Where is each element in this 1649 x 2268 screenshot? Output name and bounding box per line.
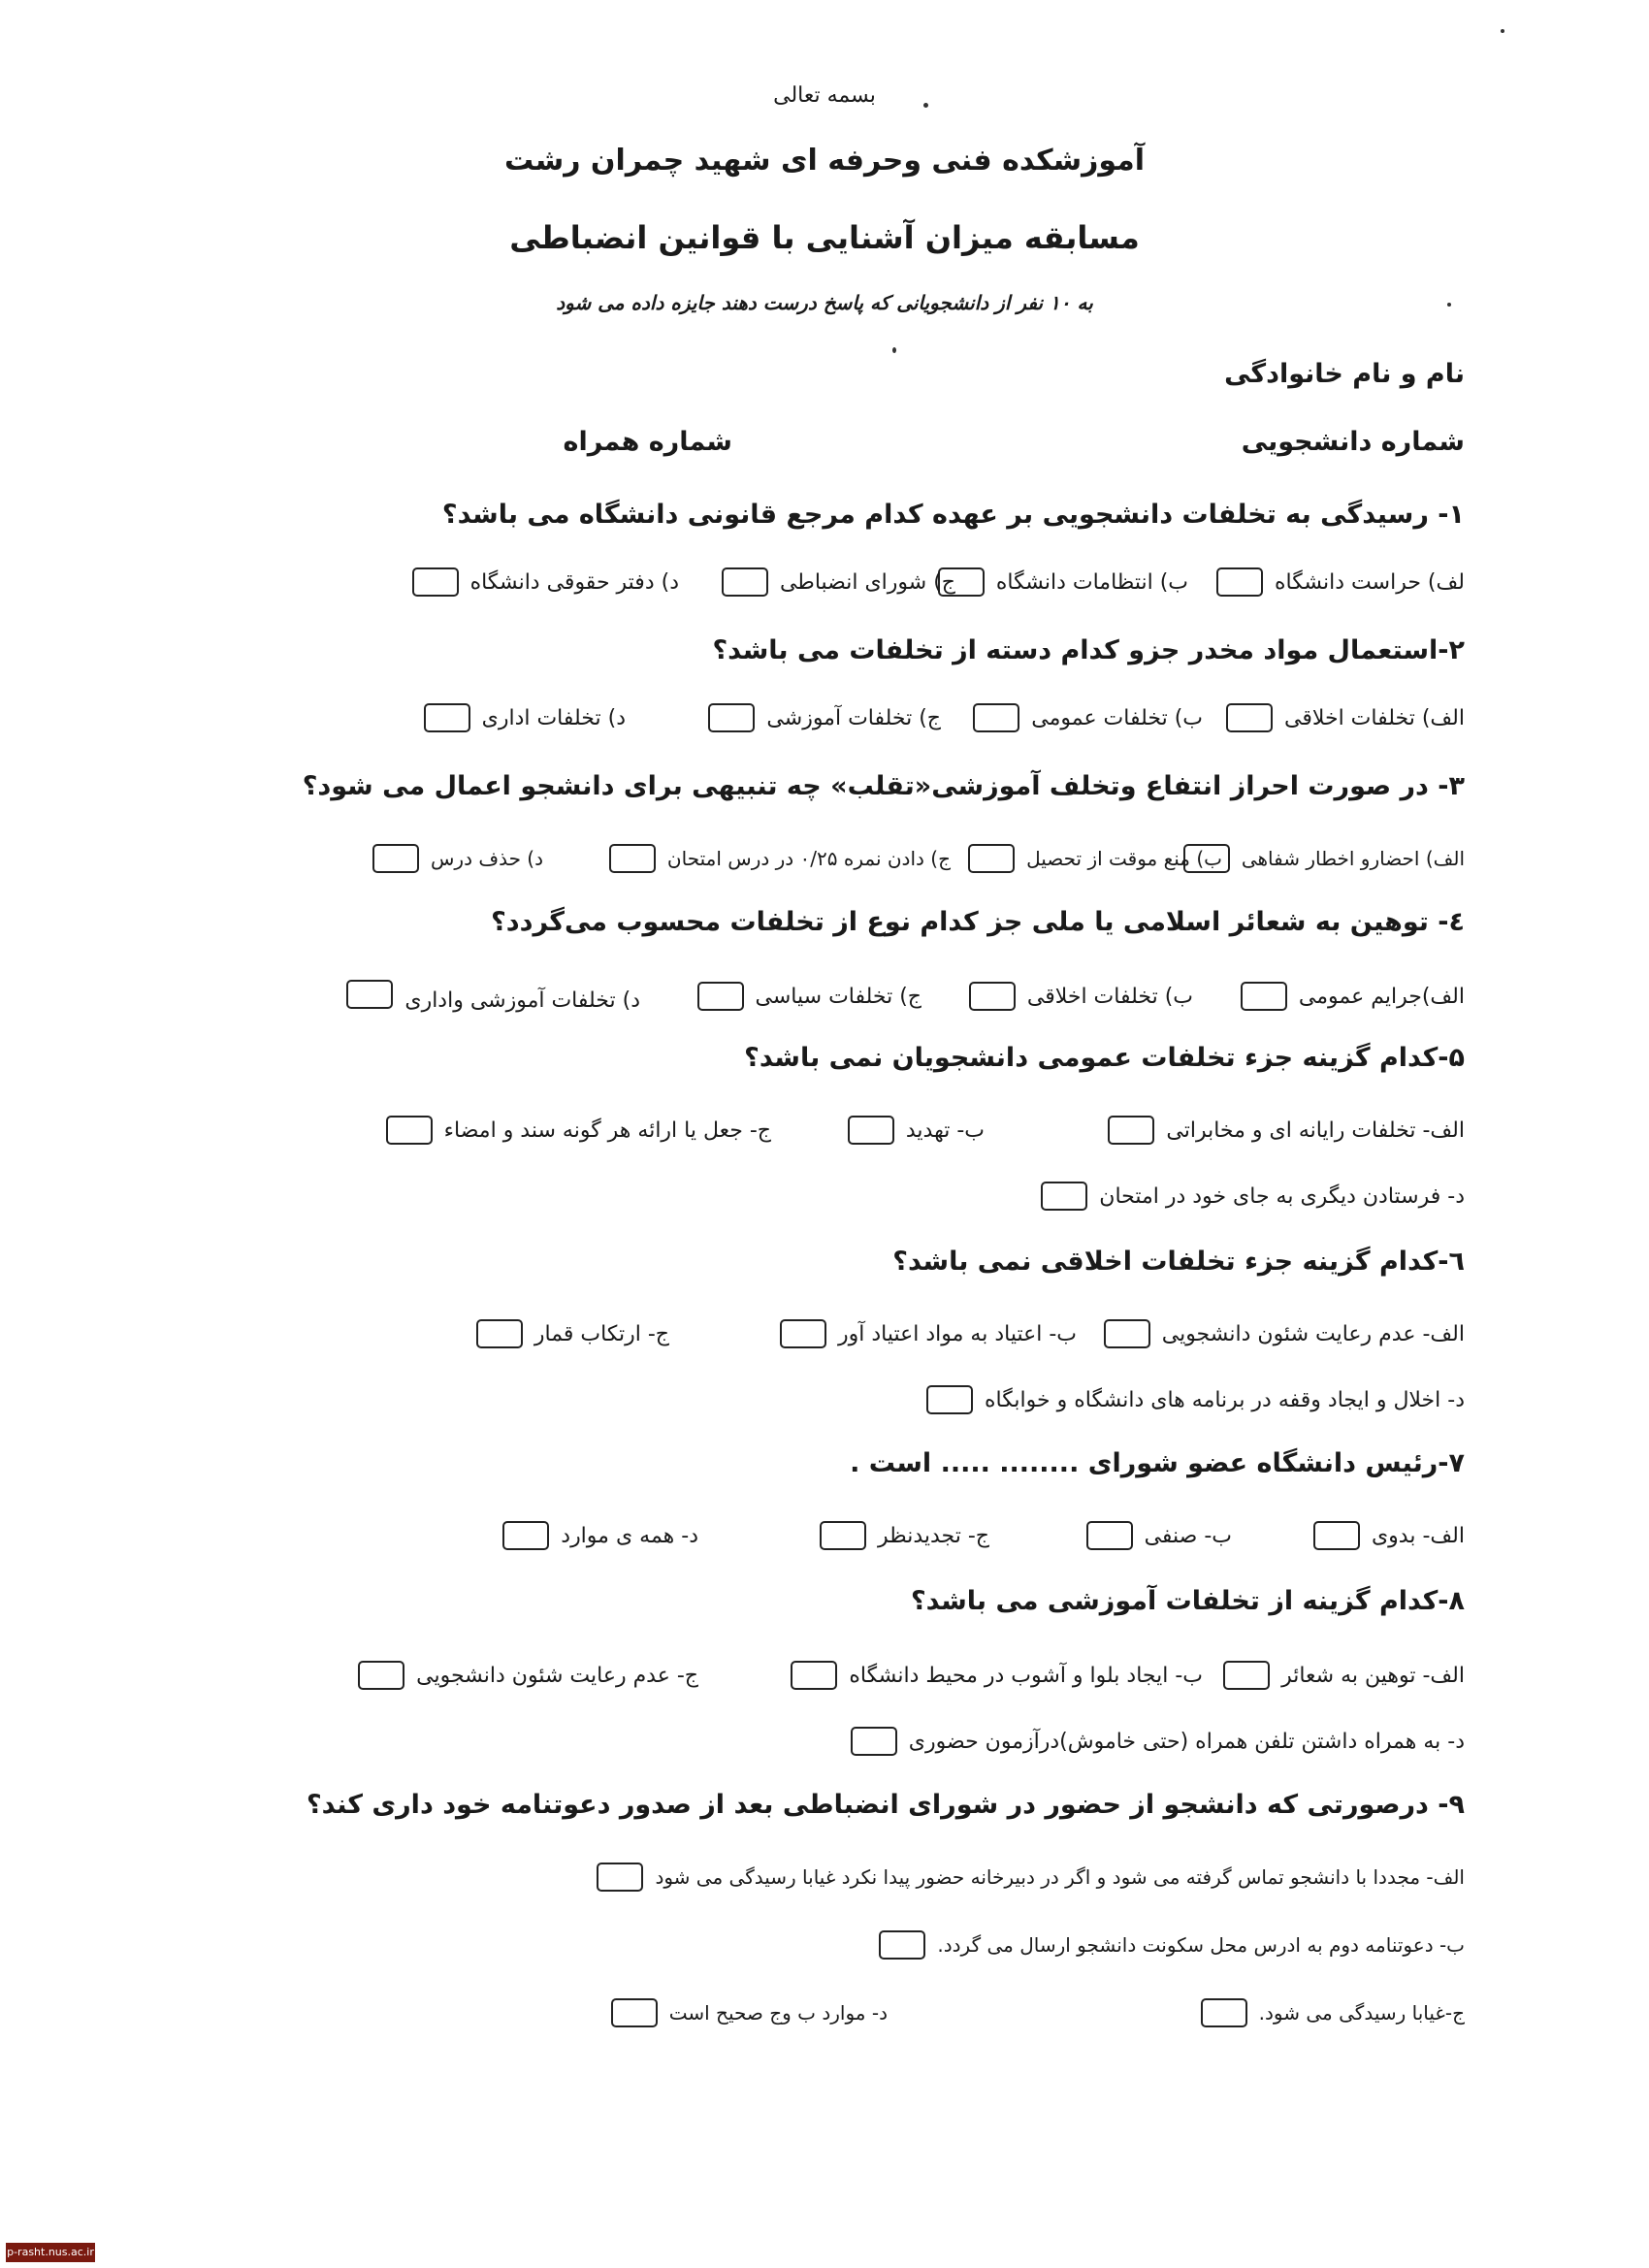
q5-option-c[interactable]	[386, 1116, 771, 1145]
student-number-label: شماره دانشجویی	[1241, 427, 1465, 457]
checkbox-icon[interactable]	[697, 982, 744, 1011]
q1-option-a[interactable]	[1216, 567, 1465, 597]
q9-option-c[interactable]	[1201, 1998, 1465, 2027]
q2-option-d[interactable]	[424, 703, 626, 732]
checkbox-icon[interactable]	[1104, 1319, 1150, 1348]
q3-option-c[interactable]	[609, 844, 951, 873]
option-label: د- به همراه داشتن تلفن همراه (حتی خاموش)درآزمون حضوری	[908, 1729, 1465, 1754]
q6-option-c[interactable]	[476, 1319, 669, 1348]
q5-option-a[interactable]	[1108, 1116, 1465, 1145]
q7-option-a[interactable]	[1313, 1521, 1465, 1550]
q6-option-b[interactable]	[780, 1319, 1077, 1348]
checkbox-icon[interactable]	[346, 980, 393, 1009]
question-6-title: ٦-کدام گزینه جزء تخلفات اخلاقی نمی باشد؟	[892, 1247, 1465, 1277]
q8-option-d[interactable]	[851, 1727, 1465, 1756]
question-9-title: ۹- درصورتی که دانشجو از حضور در شورای انضباطی بعد از صدور دعوتنامه خود داری کند؟	[307, 1790, 1465, 1820]
q6-option-d[interactable]	[926, 1385, 1465, 1414]
option-label: ج) شورای انضباطی	[779, 569, 955, 595]
q4-option-c[interactable]	[697, 982, 922, 1011]
option-label: ب- ایجاد بلوا و آشوب در محیط دانشگاه	[849, 1663, 1203, 1688]
question-5-title: ۵-کدام گزینه جزء تخلفات عمومی دانشجویان نمی باشد؟	[744, 1043, 1465, 1073]
option-label: د) تخلفات اداری	[481, 705, 626, 730]
option-label: ج-غیابا رسیدگی می شود.	[1258, 2001, 1465, 2025]
option-label: ب) تخلفات عمومی	[1031, 705, 1203, 730]
checkbox-icon[interactable]	[780, 1319, 826, 1348]
checkbox-icon[interactable]	[476, 1319, 523, 1348]
option-label: ب) انتظامات دانشگاه	[995, 569, 1188, 595]
option-label: الف- بدوی	[1371, 1523, 1465, 1548]
option-label: الف- تخلفات رایانه ای و مخابراتی	[1166, 1118, 1465, 1143]
q9-option-d[interactable]	[611, 1998, 888, 2027]
checkbox-icon[interactable]	[1108, 1116, 1154, 1145]
option-label: ب) منع موقت از تحصیل	[1026, 847, 1222, 870]
question-7-title: ۷-رئیس دانشگاه عضو شورای ........ ..... است .	[850, 1448, 1465, 1478]
option-label: الف)جرایم عمومی	[1298, 984, 1465, 1009]
scan-speck	[1501, 29, 1504, 33]
checkbox-icon[interactable]	[372, 844, 419, 873]
option-label: ج- جعل یا ارائه هر گونه سند و امضاء	[443, 1118, 771, 1143]
checkbox-icon[interactable]	[611, 1998, 658, 2027]
q4-option-b[interactable]	[969, 982, 1193, 1011]
q9-option-b[interactable]	[879, 1930, 1465, 1960]
q4-option-d[interactable]	[346, 975, 640, 1013]
option-label: ج- تجدیدنظر	[878, 1523, 989, 1548]
option-label: د- موارد ب وج صحیح است	[668, 2001, 888, 2025]
checkbox-icon[interactable]	[1041, 1182, 1087, 1211]
q1-option-d[interactable]	[412, 567, 679, 597]
checkbox-icon[interactable]	[848, 1116, 894, 1145]
checkbox-icon[interactable]	[1241, 982, 1287, 1011]
checkbox-icon[interactable]	[851, 1727, 897, 1756]
option-label: د- اخلال و ایجاد وقفه در برنامه های دانشگاه و خوابگاه	[985, 1387, 1465, 1412]
checkbox-icon[interactable]	[973, 703, 1019, 732]
option-label: الف) تخلفات اخلاقی	[1283, 705, 1465, 730]
checkbox-icon[interactable]	[968, 844, 1015, 873]
checkbox-icon[interactable]	[424, 703, 470, 732]
question-8-title: ۸-کدام گزینه از تخلفات آموزشی می باشد؟	[910, 1586, 1465, 1616]
option-label: الف- مجددا با دانشجو تماس گرفته می شود و اگر در دبیرخانه حضور پیدا نکرد غیابا رسیدگی می شود	[655, 1865, 1465, 1889]
q7-option-c[interactable]	[820, 1521, 989, 1550]
checkbox-icon[interactable]	[1216, 567, 1263, 597]
checkbox-icon[interactable]	[1313, 1521, 1360, 1550]
q2-option-b[interactable]	[973, 703, 1203, 732]
checkbox-icon[interactable]	[722, 567, 768, 597]
q9-option-a[interactable]	[597, 1863, 1465, 1892]
q5-option-d[interactable]	[1041, 1182, 1465, 1211]
checkbox-icon[interactable]	[820, 1521, 866, 1550]
checkbox-icon[interactable]	[358, 1661, 404, 1690]
scan-speck	[923, 103, 928, 108]
q8-option-c[interactable]	[358, 1661, 698, 1690]
prize-note: به ۱۰ نفر از دانشجویانی که پاسخ درست دهند جایزه داده می شود	[556, 291, 1093, 314]
q2-option-a[interactable]	[1226, 703, 1465, 732]
option-label: د) تخلفات آموزشی واداری	[404, 988, 640, 1013]
option-label: ب- صنفی	[1144, 1523, 1232, 1548]
option-label: ج) تخلفات سیاسی	[755, 984, 922, 1009]
contest-title: مسابقه میزان آشنایی با قوانین انضباطی	[509, 219, 1140, 256]
option-label: ب- اعتیاد به مواد اعتیاد آور	[838, 1321, 1077, 1346]
institute-name: آموزشکده فنی وحرفه ای شهید چمران رشت	[503, 144, 1146, 178]
checkbox-icon[interactable]	[609, 844, 656, 873]
q6-option-a[interactable]	[1104, 1319, 1465, 1348]
option-label: الف- عدم رعایت شئون دانشجویی	[1161, 1321, 1465, 1346]
option-label: ج) دادن نمره ۰/۲۵ در درس امتحان	[666, 847, 951, 870]
q8-option-a[interactable]	[1223, 1661, 1465, 1690]
checkbox-icon[interactable]	[926, 1385, 973, 1414]
option-label: لف) حراست دانشگاه	[1275, 569, 1465, 595]
checkbox-icon[interactable]	[412, 567, 459, 597]
checkbox-icon[interactable]	[1201, 1998, 1247, 2027]
checkbox-icon[interactable]	[386, 1116, 433, 1145]
option-label: ج- عدم رعایت شئون دانشجویی	[416, 1663, 698, 1688]
question-4-title: ٤- توهین به شعائر اسلامی یا ملی جز کدام نوع از تخلفات محسوب می‌گردد؟	[491, 907, 1465, 937]
option-label: د- فرستادن دیگری به جای خود در امتحان	[1099, 1183, 1465, 1209]
checkbox-icon[interactable]	[791, 1661, 837, 1690]
checkbox-icon[interactable]	[879, 1930, 925, 1960]
q2-option-c[interactable]	[708, 703, 941, 732]
option-label: الف- توهین به شعائر	[1281, 1663, 1465, 1688]
option-label: الف) احضارو اخطار شفاهی	[1241, 847, 1465, 870]
q3-option-b[interactable]	[968, 844, 1222, 873]
checkbox-icon[interactable]	[708, 703, 755, 732]
q7-option-b[interactable]	[1086, 1521, 1232, 1550]
q4-option-a[interactable]	[1241, 982, 1465, 1011]
website-badge: p-rasht.nus.ac.ir	[6, 2243, 95, 2262]
question-1-title: ۱- رسیدگی به تخلفات دانشجویی بر عهده کدام مرجع قانونی دانشگاه می باشد؟	[441, 500, 1465, 530]
option-label: ب) تخلفات اخلاقی	[1026, 984, 1193, 1009]
mobile-number-label: شماره همراه	[563, 427, 732, 457]
option-label: د) حذف درس	[431, 847, 543, 870]
basmala: بسمه تعالی	[773, 83, 876, 108]
checkbox-icon[interactable]	[1223, 1661, 1270, 1690]
q3-option-d[interactable]	[372, 844, 543, 873]
option-label: ج) تخلفات آموزشی	[766, 705, 941, 730]
full-name-label: نام و نام خانوادگی	[1224, 359, 1465, 389]
checkbox-icon[interactable]	[502, 1521, 549, 1550]
checkbox-icon[interactable]	[1226, 703, 1273, 732]
option-label: ب- تهدید	[905, 1118, 985, 1143]
checkbox-icon[interactable]	[597, 1863, 643, 1892]
q3-option-a[interactable]	[1183, 844, 1465, 873]
q8-option-b[interactable]	[791, 1661, 1203, 1690]
question-3-title: ۳- در صورت احراز انتفاع وتخلف آموزشی«تقلب» چه تنبیهی برای دانشجو اعمال می شود؟	[302, 771, 1465, 801]
checkbox-icon[interactable]	[969, 982, 1016, 1011]
q7-option-d[interactable]	[502, 1521, 698, 1550]
option-label: ج- ارتکاب قمار	[534, 1321, 669, 1346]
scan-speck	[892, 347, 896, 353]
option-label: ب- دعوتنامه دوم به ادرس محل سکونت دانشجو ارسال می گردد.	[937, 1933, 1465, 1957]
option-label: د) دفتر حقوقی دانشگاه	[469, 569, 679, 595]
q5-option-b[interactable]	[848, 1116, 985, 1145]
scan-speck	[1447, 303, 1451, 307]
q1-option-b[interactable]	[938, 567, 1188, 597]
checkbox-icon[interactable]	[1086, 1521, 1133, 1550]
q1-option-c[interactable]	[722, 567, 955, 597]
option-label: د- همه ی موارد	[561, 1523, 698, 1548]
question-2-title: ۲-استعمال مواد مخدر جزو کدام دسته از تخلفات می باشد؟	[712, 635, 1465, 665]
